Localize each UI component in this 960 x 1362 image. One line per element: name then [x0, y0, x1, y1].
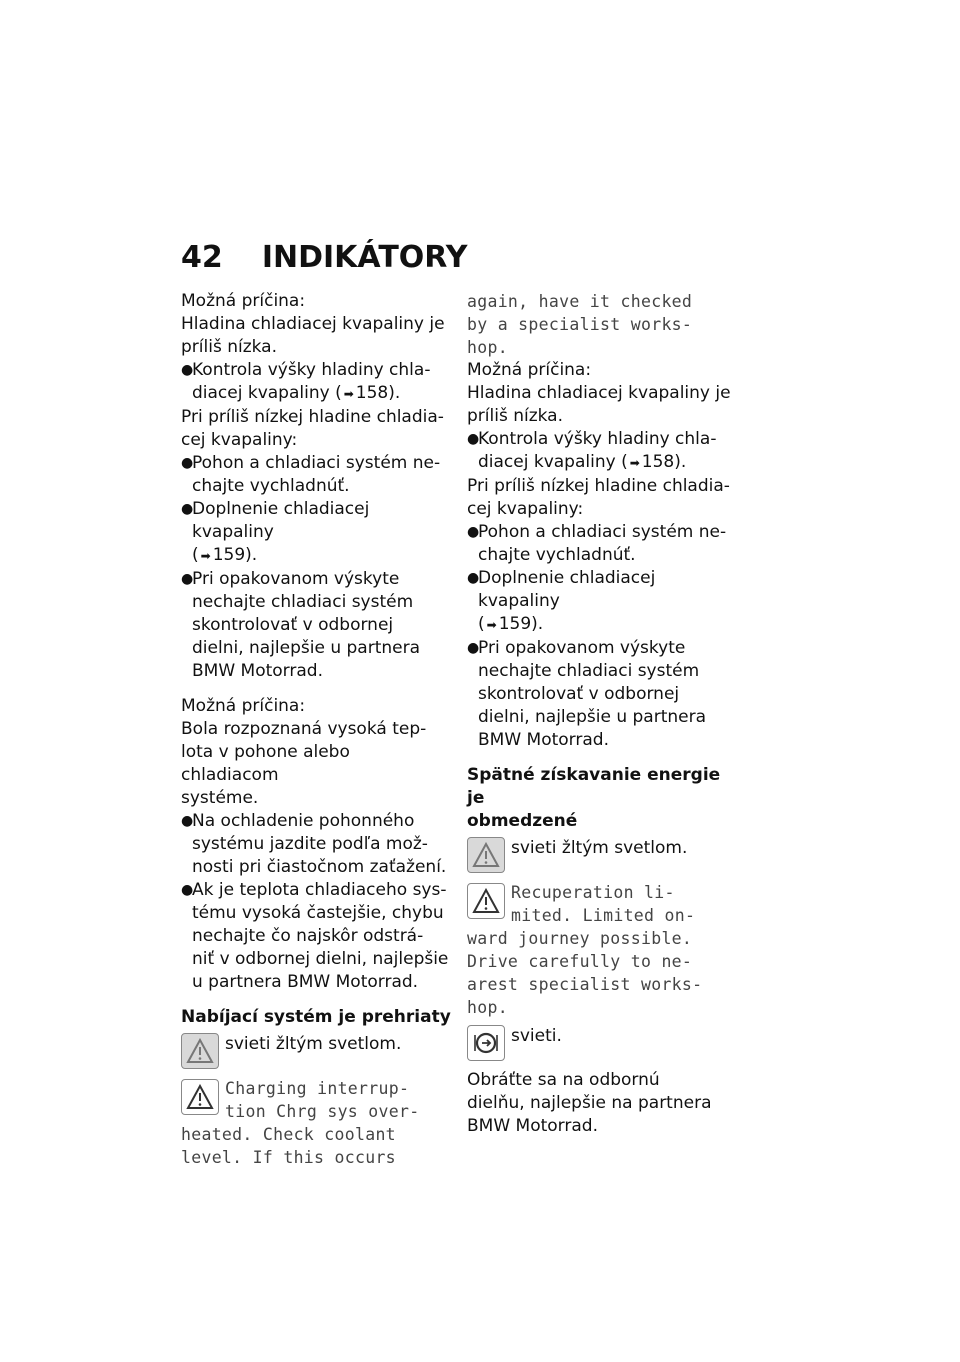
- light-status-text: svieti.: [511, 1026, 562, 1046]
- bullet-icon: ●: [181, 362, 194, 378]
- display-message: Recuperation li- mited. Limited on- ward journey possible. Drive carefully to ne- arest specialist works- hop.: [467, 883, 703, 1017]
- list-item: ● Kontrola výšky hladiny chla- diacej kvapaliny ( ➡ 158).: [467, 428, 737, 475]
- list-item: ● Pohon a chladiaci systém ne- chajte vychladnúť.: [467, 522, 727, 565]
- page-reference-link[interactable]: 159).: [498, 614, 544, 634]
- list-item: ● Doplnenie chladiacej kvapaliny ( ➡ 159).: [467, 567, 737, 637]
- cause-text: Hladina chladiacej kvapaliny je príliš nízka.: [181, 314, 445, 357]
- cause-label: Možná príčina:: [181, 696, 306, 716]
- final-instruction: Obráťte sa na odbornú dielňu, najlepšie na partnera BMW Motorrad.: [467, 1070, 712, 1136]
- bullet-icon: ●: [467, 431, 480, 447]
- low-level-label: Pri príliš nízkej hladine chladia- cej kvapaliny:: [181, 407, 444, 450]
- list-item: ● Doplnenie chladiacej kvapaliny ( ➡ 159).: [181, 498, 451, 568]
- recuperation-light-row: [467, 1025, 737, 1061]
- section-heading: Spätné získavanie energie je obmedzené: [467, 765, 721, 831]
- recuperation-icon: [467, 1025, 505, 1061]
- warning-light-row: [181, 1033, 451, 1069]
- warning-triangle-icon: [467, 883, 505, 919]
- page-header: [181, 240, 467, 275]
- page-reference-link[interactable]: 158).: [355, 383, 401, 403]
- reference-arrow-icon: ➡: [486, 618, 497, 632]
- cause-label: Možná príčina:: [181, 291, 306, 311]
- light-status-text: svieti žltým svetlom.: [511, 838, 688, 858]
- warning-triangle-icon: [467, 837, 505, 873]
- list-item: ● Pri opakovanom výskyte nechajte chladiaci systém skontrolovať v odbornej dielni, najlepšie u partnera BMW Motorrad.: [181, 569, 421, 681]
- bullet-icon: ●: [467, 570, 480, 586]
- bullet-icon: ●: [181, 882, 194, 898]
- reference-arrow-icon: ➡: [200, 549, 211, 563]
- cause-label: Možná príčina:: [467, 360, 592, 380]
- list-item: ● Kontrola výšky hladiny chla- diacej kvapaliny ( ➡ 158).: [181, 359, 451, 406]
- bullet-icon: ●: [181, 813, 194, 829]
- page-title: INDIKÁTORY: [261, 240, 468, 275]
- page-number: 42: [181, 240, 223, 275]
- warning-triangle-icon: [181, 1079, 219, 1115]
- right-column: again, have it checked by a specialist works- hop. Možná príčina: Hladina chladiacej kvapaliny je príliš nízka. ● Kontrola výšky hladiny chla- diacej kvapaliny ( ➡ 158). Pri príliš nízkej hladine chladia- cej kvapaliny: ● Pohon a chladiaci systém ne- chajte vychladnúť. ● Doplnenie chladiacej kvapaliny ( ➡ 159). ● Pri opakovanom výskyte nechajte chladiaci systém skontrolovať v odbornej dielni, najlepšie u partnera BMW Motorrad. Spätné získavanie energie je obmedzené svieti žltým svetlom. Recuperation li- mited. Limited on- ward journey possible. Drive carefully to ne- arest specialist works- hop. svieti. Obráťte sa na odbornú dielňu, najlepšie na partnera BMW Motorrad.: [467, 290, 737, 1138]
- bullet-icon: ●: [181, 571, 194, 587]
- display-message: Charging interrup- tion Chrg sys over- heated. Check coolant level. If this occurs: [181, 1079, 420, 1167]
- low-level-label: Pri príliš nízkej hladine chladia- cej kvapaliny:: [467, 476, 730, 519]
- list-item: ● Pri opakovanom výskyte nechajte chladiaci systém skontrolovať v odbornej dielni, najlepšie u partnera BMW Motorrad.: [467, 638, 707, 750]
- bullet-icon: ●: [181, 455, 194, 471]
- section-heading: Nabíjací systém je prehriaty: [181, 1007, 451, 1027]
- list-item: ● Ak je teplota chladiaceho sys- tému vysoká častejšie, chybu nechajte čo najskôr odstrá- niť v odbornej dielni, najlepšie u partnera BMW Motorrad.: [181, 880, 449, 992]
- bullet-icon: ●: [181, 501, 194, 517]
- warning-triangle-icon: [181, 1033, 219, 1069]
- light-status-text: svieti žltým svetlom.: [225, 1034, 402, 1054]
- reference-arrow-icon: ➡: [629, 456, 640, 470]
- left-column: [181, 290, 451, 1169]
- display-message-continued: again, have it checked: [467, 292, 693, 311]
- cause-text: Bola rozpoznaná vysoká tep- lota v pohone alebo chladiacom systéme.: [181, 719, 427, 808]
- list-item: ● Na ochladenie pohonného systému jazdite podľa mož- nosti pri čiastočnom zaťažení.: [181, 811, 447, 877]
- page-reference-link[interactable]: 158).: [641, 452, 687, 472]
- bullet-icon: ●: [467, 524, 480, 540]
- list-item: ● Pohon a chladiaci systém ne- chajte vychladnúť.: [181, 453, 441, 496]
- cause-text: Hladina chladiacej kvapaliny je príliš nízka.: [467, 383, 731, 426]
- page-reference-link[interactable]: 159).: [212, 545, 258, 565]
- reference-arrow-icon: ➡: [343, 387, 354, 401]
- bullet-icon: ●: [467, 640, 480, 656]
- warning-light-row: [467, 837, 737, 873]
